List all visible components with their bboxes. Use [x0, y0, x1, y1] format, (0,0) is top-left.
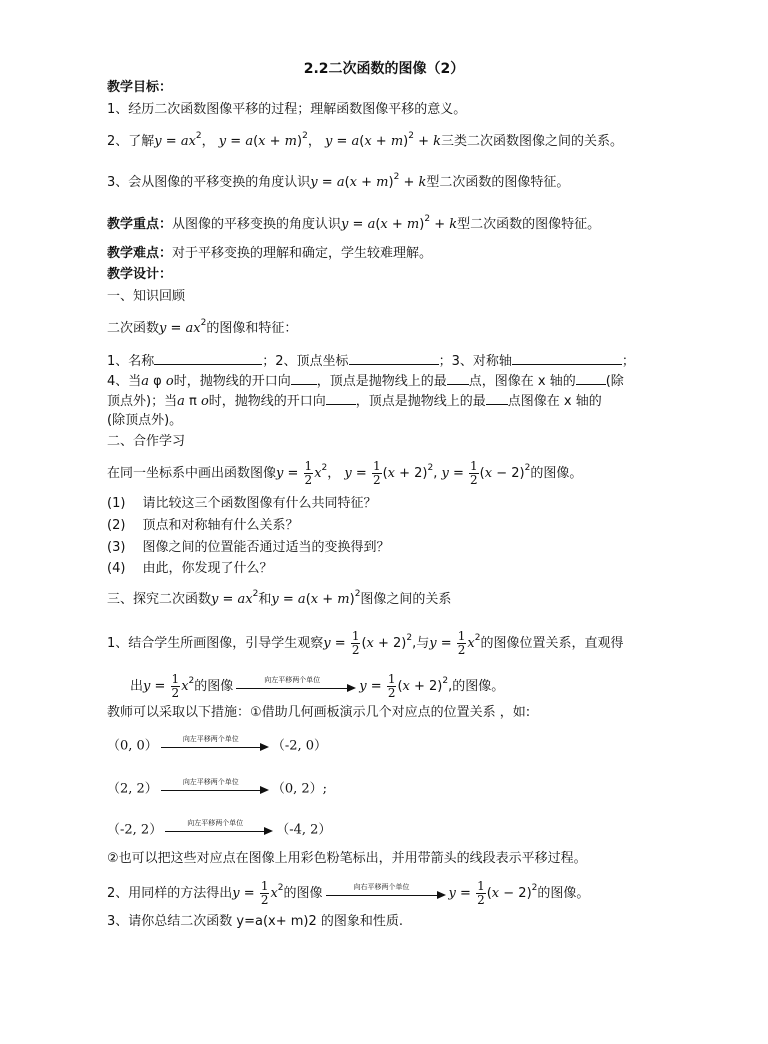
review-line6: (除顶点外)。	[107, 413, 183, 428]
review-intro: 二次函数$y = ax^2$的图像和特征：	[107, 317, 298, 336]
shift-left-arrow: 向左平移两个单位	[161, 737, 269, 755]
explore-para-3: 3、请你总结二次函数 y=a(x+ m)2 的图象和性质.	[107, 914, 404, 929]
review-questions-line1: 1、名称 ；2、顶点坐标 ；3、对称轴 ；	[107, 354, 635, 369]
teaching-difficulty: 教学难点：对于平移变换的理解和确定，学生较难理解。	[107, 246, 433, 261]
coop-heading: 二、合作学习	[107, 434, 186, 449]
coop-intro: 在同一坐标系中画出函数图像y = $\frac{1}{2}$ $x^2$， y = $\frac{1}{2}$ $(x + 2)^2$, y = $\frac{1}{2}$ $(x - 2)^2$的图像。	[107, 459, 583, 487]
objective-3: 3、会从图像的平移变换的角度认识$y = a(x + m)^2 + k$型二次函数的图像特征。	[107, 171, 570, 190]
explore-para-1: 1、结合学生所画图像，引导学生观察y = $\frac{1}{2}$ $(x + 2)^2$,与y = $\frac{1}{2}$ $x^2$的图像位置关系，直观得	[107, 629, 624, 657]
explore-para-2: 2、用同样的方法得出y = $\frac{1}{2}$ $x^2$的图像 向右平移两个单位 y = $\frac{1}{2}$ $(x - 2)^2$的图像。	[107, 879, 590, 907]
shift-right-arrow: 向右平移两个单位	[326, 885, 446, 903]
coop-question-3: (3) 图像之间的位置能否通过适当的变换得到？	[107, 540, 390, 555]
explore-para-1-line2: 出y = $\frac{1}{2}$ $x^2$的图像 向左平移两个单位 y = $\frac{1}{2}$ $(x + 2)^2$,的图像。	[130, 672, 505, 700]
objective-2: 2、了解$y = ax^2$， $y = a(x + m)^2$， $y = a(x + m)^2 + k$三类二次函数图像之间的关系。	[107, 130, 624, 149]
review-line4: 4、当a φ o时，抛物线的开口向 ，顶点是抛物线上的最 点，图像在 x 轴的 (除	[107, 374, 624, 389]
page-title: 2.2二次函数的图像（2）	[303, 61, 465, 77]
point-mapping-2: （2, 2） 向左平移两个单位 （0, 2）;	[107, 778, 327, 797]
objectives-heading: 教学目标：	[107, 80, 173, 95]
shift-left-arrow: 向左平移两个单位	[165, 821, 273, 839]
teaching-focus: 教学重点：从图像的平移变换的角度认识$y = a(x + m)^2 + k$型二次函数的图像特征。	[107, 213, 601, 232]
teacher-measure: 教师可以采取以下措施：①借助几何画板演示几个对应点的位置关系 ，如:	[107, 705, 531, 720]
coop-question-2: (2) 顶点和对称轴有什么关系？	[107, 518, 299, 533]
point-mapping-1: （0, 0） 向左平移两个单位 （-2, 0）	[107, 735, 328, 754]
point-mapping-3: （-2, 2） 向左平移两个单位 （-4, 2）	[107, 819, 332, 838]
coop-question-4: (4) 由此，你发现了什么？	[107, 561, 273, 576]
objective-1: 1、经历二次函数图像平移的过程；理解函数图像平移的意义。	[107, 102, 467, 117]
design-heading: 教学设计：	[107, 267, 173, 282]
note-colored-chalk: ②也可以把这些对应点在图像上用彩色粉笔标出，并用带箭头的线段表示平移过程。	[107, 851, 587, 866]
coop-question-1: (1) 请比较这三个函数图像有什么共同特征？	[107, 496, 377, 511]
review-line5: 顶点外)；当a π o时，抛物线的开口向 ，顶点是抛物线上的最 点图像在 x 轴的	[107, 394, 602, 409]
shift-left-arrow: 向左平移两个单位	[161, 780, 269, 798]
explore-heading: 三、探究二次函数$y = ax^2$和$y = a(x + m)^2$图像之间的关系	[107, 588, 452, 607]
shift-left-arrow: 向左平移两个单位	[236, 678, 356, 696]
review-heading: 一、知识回顾	[107, 289, 186, 304]
